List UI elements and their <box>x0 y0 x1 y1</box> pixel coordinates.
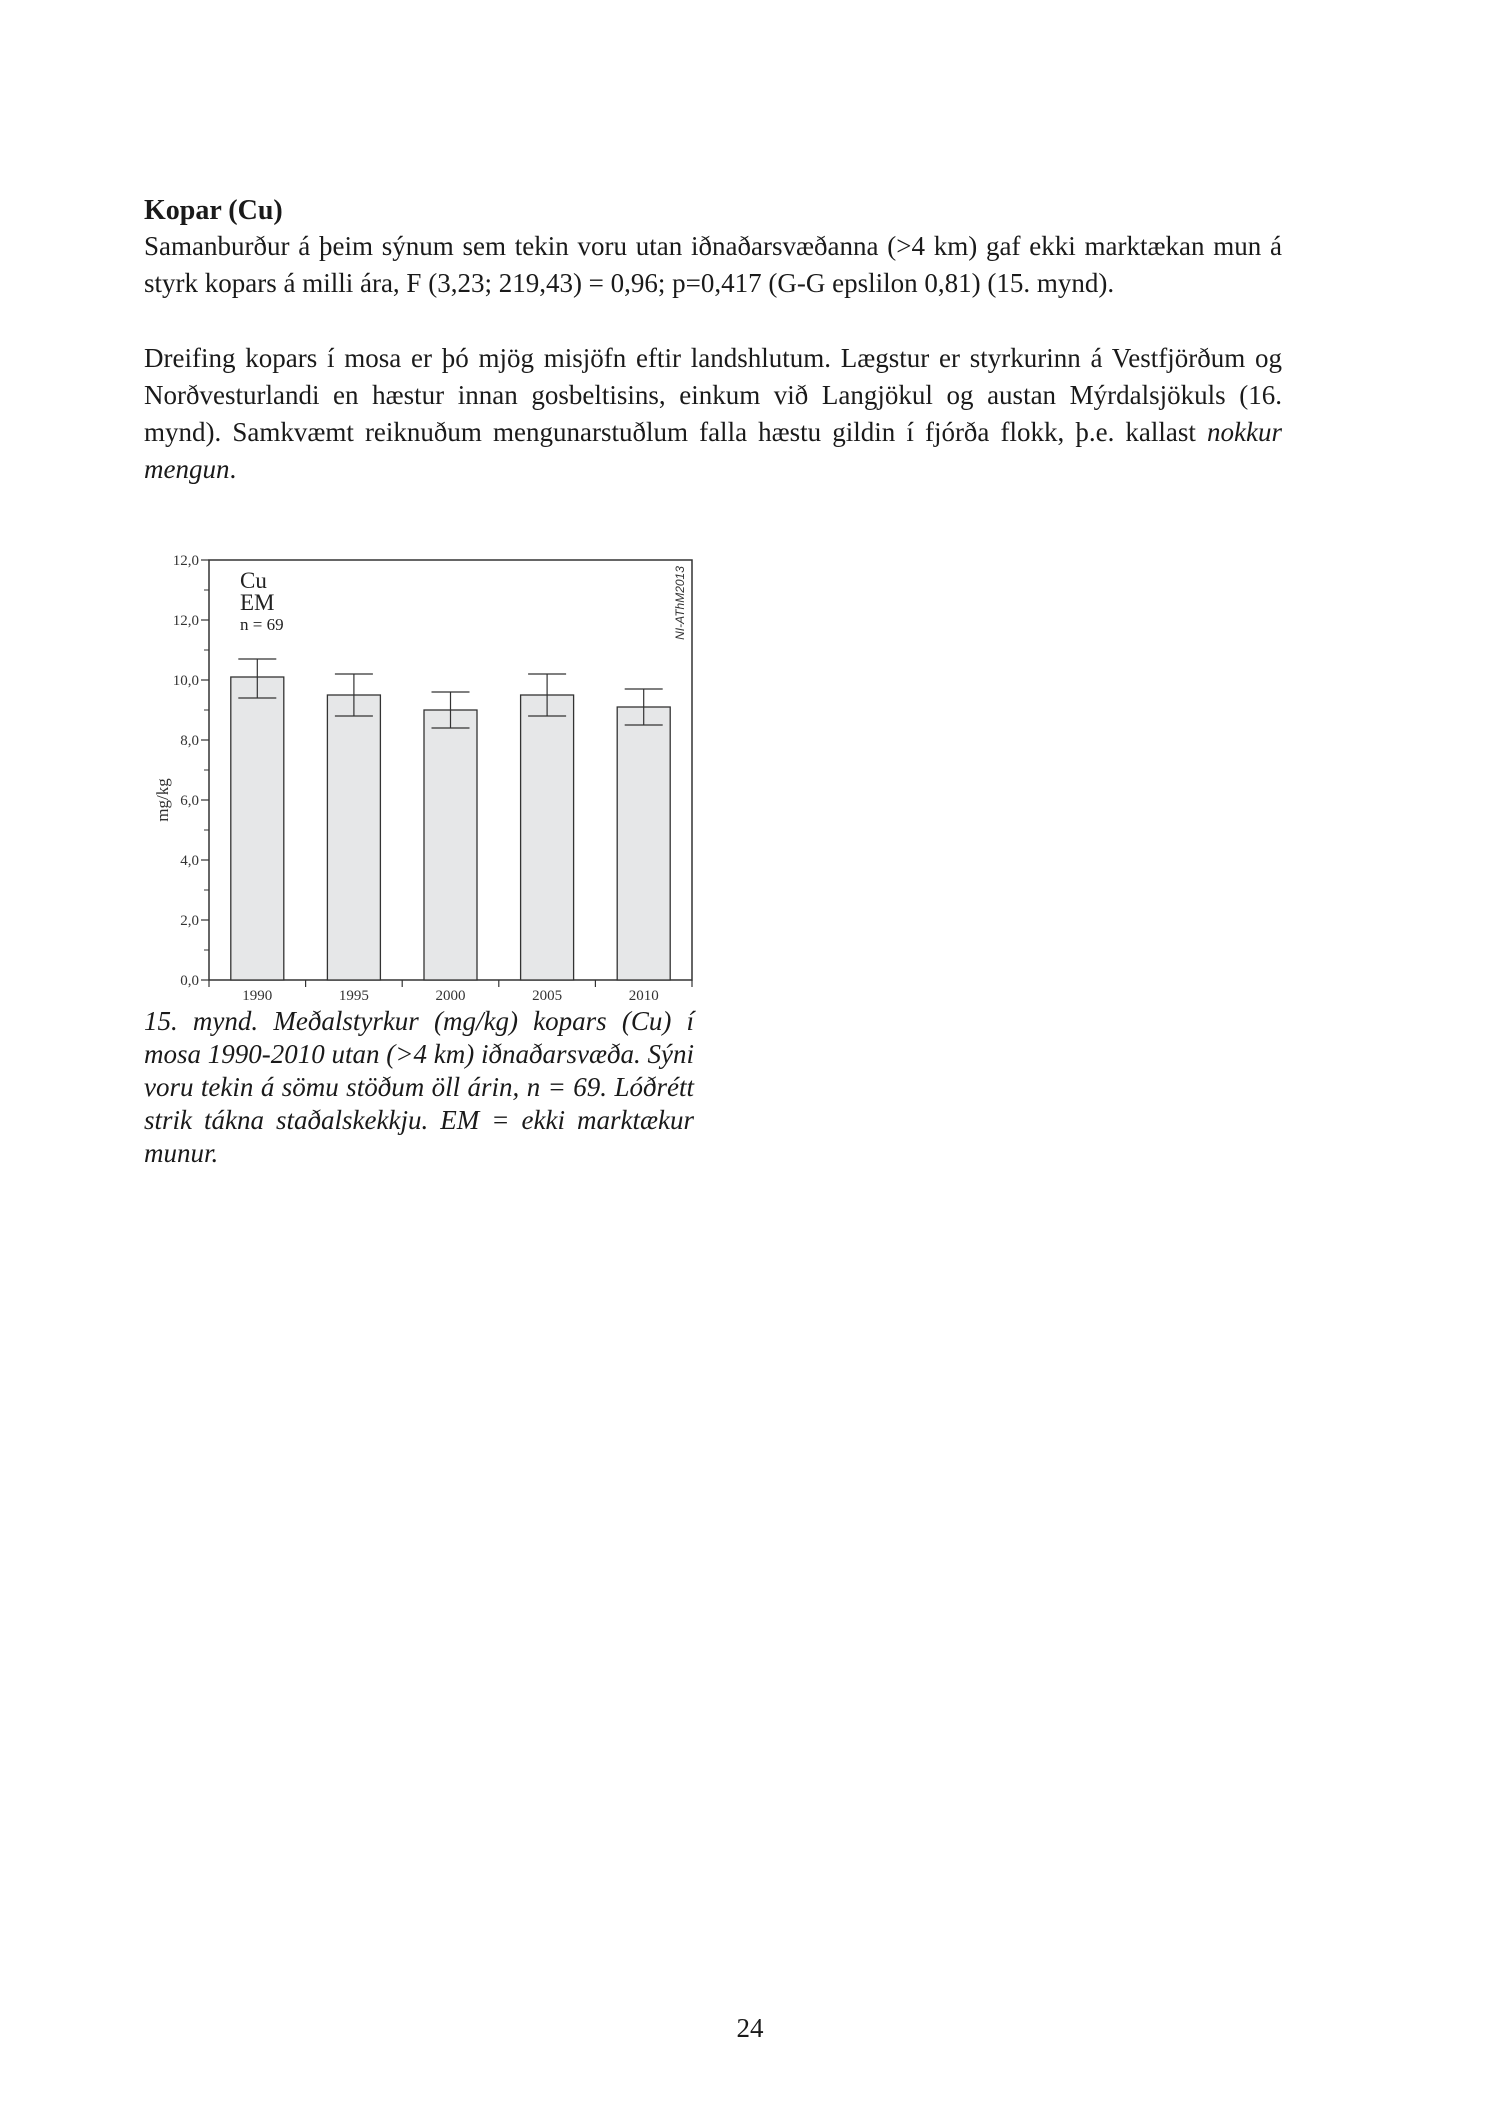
annotation-significance: EM <box>240 590 275 615</box>
bar <box>521 695 574 980</box>
bar <box>231 677 284 980</box>
x-tick-label: 2005 <box>532 988 563 1004</box>
y-tick-label: 4,0 <box>180 853 199 869</box>
y-tick-label: 8,0 <box>180 733 199 749</box>
annotation-sample-size: n = 69 <box>240 615 284 634</box>
page-number: 24 <box>736 2013 764 2043</box>
bar <box>617 707 670 980</box>
y-tick-label: 2,0 <box>180 913 199 929</box>
bar-chart <box>140 548 710 1008</box>
x-tick-label: 1990 <box>242 988 273 1004</box>
paragraph-2-emphasis: nokkur mengun <box>144 417 1282 484</box>
y-tick-label: 0,0 <box>180 973 199 989</box>
paragraph-1: Samanburður á þeim sýnum sem tekin voru utan iðnaðarsvæðanna (>4 km) gaf ekki marktækan mun á styrk kopars á milli ára, F (3,23; 219,43) = 0,96; p=0,417 (G-G epslilon 0,81) (15. mynd). <box>144 231 1282 298</box>
paragraph-2-text: Dreifing kopars í mosa er þó mjög misjöfn eftir landshlutum. Lægstur er styrkurinn á Vestfjörðum og Norðvesturlandi en hæstur innan gosbeltisins, einkum við Langjökul og austan Mýrdalsjökuls (16. mynd). Samkvæmt reiknuðum mengunarstuðlum falla hæstu gildin í fjórða flokk, þ.e. kallast <box>144 343 1282 447</box>
y-tick-label: 10,0 <box>172 673 199 689</box>
y-tick-label: 12,0 <box>172 613 199 629</box>
paragraph-2 <box>144 340 1282 488</box>
y-axis <box>173 553 209 989</box>
error-bars <box>238 659 662 728</box>
annotation-element: Cu <box>240 568 267 593</box>
x-tick-label: 2000 <box>435 988 466 1004</box>
y-tick-label: 6,0 <box>180 793 199 809</box>
x-tick-label: 1995 <box>338 988 369 1004</box>
bar <box>424 710 477 980</box>
x-tick-label: 2010 <box>628 988 659 1004</box>
section-title: Kopar (Cu) <box>144 195 283 226</box>
y-tick-label: 12,0 <box>172 553 199 569</box>
caption-label: 15. mynd. <box>144 1006 259 1036</box>
figure-15 <box>140 548 710 1008</box>
watermark-text: NI-AThM2013 <box>673 566 687 640</box>
bar <box>327 695 380 980</box>
x-axis <box>209 980 692 1004</box>
paragraph-2-end: . <box>229 454 237 484</box>
y-axis-label: mg/kg <box>153 778 172 822</box>
caption-text: Meðalstyrkur (mg/kg) kopars (Cu) í mosa 1990-2010 utan (>4 km) iðnaðarsvæða. Sýni voru tekin á sömu stöðum öll árin, n = 69. Lóðrétt strik tákna staðalskekkju. EM = ekki marktækur munur. <box>144 1006 694 1168</box>
figure-caption <box>144 1005 694 1170</box>
